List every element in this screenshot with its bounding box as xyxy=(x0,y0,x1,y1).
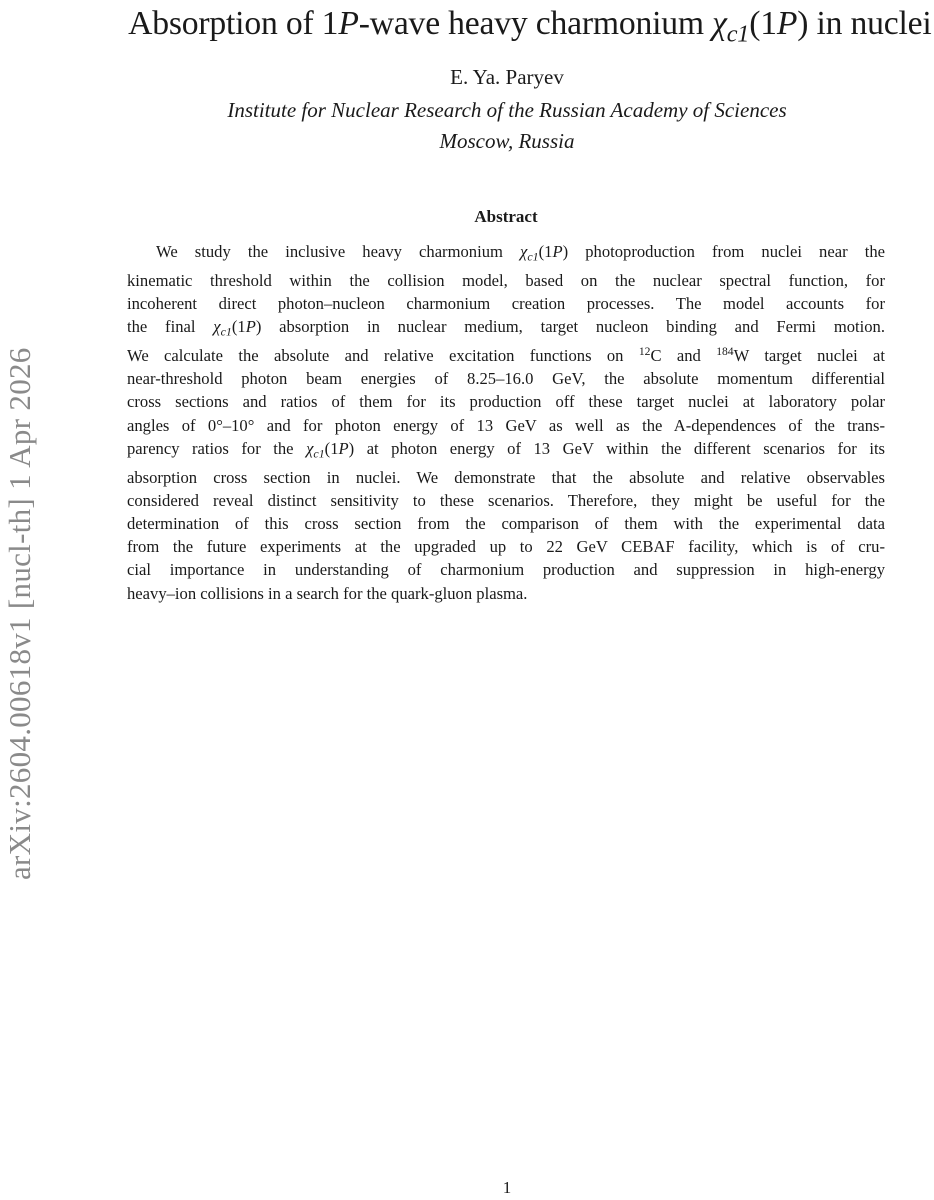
paper-title xyxy=(0,4,934,54)
abstract-line: kinematic threshold within the collision model, based on the nuclear spectral function, for xyxy=(127,270,885,290)
abstract-line: angles of 0°–10° and for photon energy of 13 GeV as well as the A-dependences of the trans- xyxy=(127,415,885,435)
abstract-line: the final $\chi_{c1}(1P)$ absorption in nuclear medium, target nucleon binding and Fermi motion. xyxy=(127,317,885,339)
abstract-body xyxy=(127,240,885,605)
author-name: E. Ya. Paryev xyxy=(450,65,564,89)
abstract-line: cial importance in understanding of charmonium production and suppression in high-energy xyxy=(127,560,885,580)
title-math: P xyxy=(338,5,360,42)
abstract-line: We study the inclusive heavy charmonium $\chi_{c1}(1P)$ photoproduction from nuclei near the xyxy=(156,242,885,264)
title-math: P xyxy=(777,5,798,42)
title-text: -wave heavy charmonium xyxy=(359,5,713,42)
abstract-line: from the future experiments at the upgraded up to 22 GeV CEBAF facility, which is of cru- xyxy=(127,537,885,557)
page-number: 1 xyxy=(502,1178,512,1197)
affiliation-location: Moscow, Russia xyxy=(439,129,575,153)
title-math-chi: $\chi_{c1}$ xyxy=(712,5,750,48)
title-text: Absorption of 1 xyxy=(128,5,339,42)
abstract-line: parency ratios for the $\chi_{c1}(1P)$ at photon energy of 13 GeV within the different scenarios for its xyxy=(127,438,886,461)
abstract-line: We calculate the absolute and relative excitation functions on $^{12}$C and $^{184}$W target nuclei at xyxy=(127,345,886,365)
abstract-line: cross sections and ratios of them for its production off these target nuclei at laboratory polar xyxy=(127,392,885,412)
abstract-line: heavy–ion collisions in a search for the quark-gluon plasma. xyxy=(127,583,528,603)
abstract-line: near-threshold photon beam energies of 8.25–16.0 GeV, the absolute momentum differential xyxy=(127,369,885,389)
abstract-line: determination of this cross section from the comparison of them with the experimental data xyxy=(127,513,885,533)
abstract-heading: Abstract xyxy=(474,207,538,226)
arxiv-identifier-stamp: arXiv:2604.00618v1 [nucl-th] 1 Apr 2026 xyxy=(2,347,37,880)
abstract-line: incoherent direct photon–nucleon charmonium creation processes. The model accounts for xyxy=(127,293,885,313)
abstract-line: absorption cross section in nuclei. We demonstrate that the absolute and relative observables xyxy=(127,467,885,487)
title-text: ) in nuclei xyxy=(797,5,932,42)
affiliation: Institute for Nuclear Research of the Russian Academy of Sciences xyxy=(227,98,787,122)
abstract-line: considered reveal distinct sensitivity to these scenarios. Therefore, they might be useful for the xyxy=(127,490,885,510)
title-text: (1 xyxy=(749,5,778,42)
